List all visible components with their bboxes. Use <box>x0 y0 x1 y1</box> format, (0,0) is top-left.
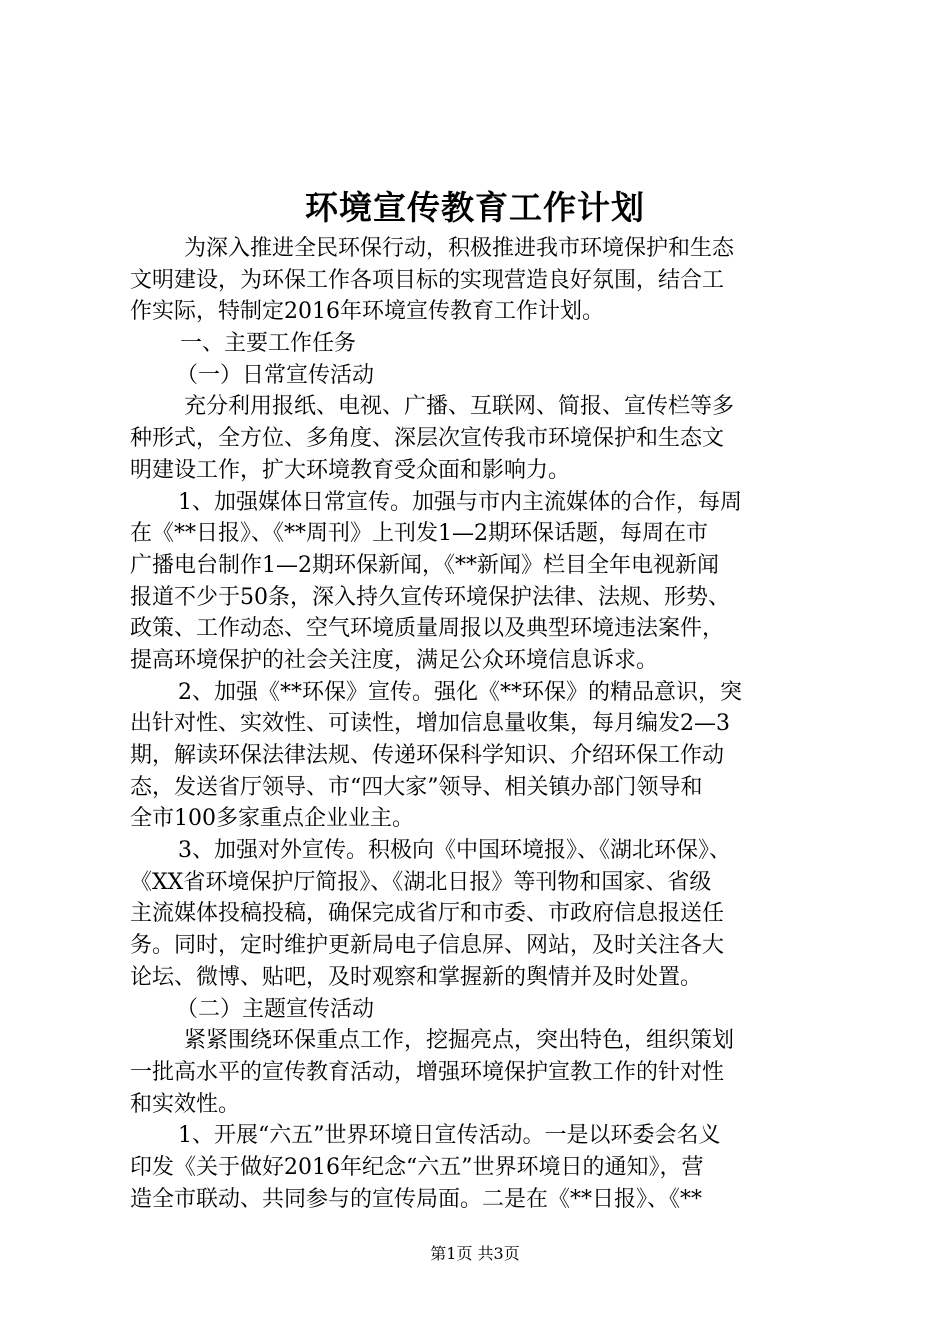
text-line: 提高环境保护的社会关注度，满足公众环境信息诉求。 <box>130 647 659 673</box>
text-line: 主流媒体投稿投稿，确保完成省厅和市委、市政府信息报送任 <box>130 901 725 927</box>
text-line: 文明建设，为环保工作各项目标的实现营造良好氛围，结合工 <box>130 267 725 293</box>
text-line: 1、开展“六五”世界环境日宣传活动。一是以环委会名义 <box>178 1123 721 1149</box>
text-line: 《XX省环境保护厅简报》、《湖北日报》等刊物和国家、省级 <box>130 869 712 895</box>
text-line: 造全市联动、共同参与的宣传局面。二是在《**日报》、《** <box>130 1186 703 1212</box>
text-line: 印发《关于做好2016年纪念“六五”世界环境日的通知》，营 <box>130 1154 704 1180</box>
text-line: 广播电台制作1—2期环保新闻，《**新闻》栏目全年电视新闻 <box>130 552 719 578</box>
text-line: 1、加强媒体日常宣传。加强与市内主流媒体的合作，每周 <box>178 489 742 515</box>
text-line: 一批高水平的宣传教育活动，增强环境保护宣教工作的针对性 <box>130 1059 725 1085</box>
text-line: 作实际，特制定2016年环境宣传教育工作计划。 <box>130 299 604 325</box>
page-footer: 第1页 共3页 <box>430 1244 520 1263</box>
document-title: 环境宣传教育工作计划 <box>305 188 645 227</box>
text-line: 论坛、微博、贴吧，及时观察和掌握新的舆情并及时处置。 <box>130 964 703 990</box>
text-line: 3、加强对外宣传。积极向《中国环境报》、《湖北环保》、 <box>178 838 731 864</box>
text-line: 一、主要工作任务 <box>180 331 357 357</box>
text-line: 紧紧围绕环保重点工作，挖掘亮点，突出特色，组织策划 <box>184 1028 735 1054</box>
text-line: 期，解读环保法律法规、传递环保科学知识、介绍环保工作动 <box>130 743 725 768</box>
text-line: 在《**日报》、《**周刊》上刊发1—2期环保话题，每周在市 <box>130 521 708 547</box>
text-line: 态，发送省厅领导、市“四大家”领导、相关镇办部门领导和 <box>130 774 703 800</box>
text-line: 政策、工作动态、空气环境质量周报以及典型环境违法案件， <box>130 616 725 642</box>
text-line: 报道不少于50条，深入持久宣传环境保护法律、法规、形势、 <box>130 584 730 610</box>
text-line: 种形式，全方位、多角度、深层次宣传我市环境保护和生态文 <box>130 426 725 452</box>
text-line: （一）日常宣传活动 <box>176 362 375 388</box>
text-line: 充分利用报纸、电视、广播、互联网、简报、宣传栏等多 <box>184 394 735 420</box>
document-body <box>130 233 830 1215</box>
text-line: 2、加强《**环保》宣传。强化《**环保》的精品意识，突 <box>178 679 742 705</box>
text-line: 出针对性、实效性、可读性，增加信息量收集，每月编发2—3 <box>130 711 730 737</box>
text-line: 和实效性。 <box>130 1091 241 1117</box>
text-line: （二）主题宣传活动 <box>176 996 375 1022</box>
text-line: 明建设工作，扩大环境教育受众面和影响力。 <box>130 457 571 483</box>
text-line: 为深入推进全民环保行动，积极推进我市环境保护和生态 <box>184 236 735 261</box>
text-line: 全市100多家重点企业业主。 <box>130 806 414 832</box>
text-line: 务。同时，定时维护更新局电子信息屏、网站，及时关注各大 <box>130 933 725 959</box>
